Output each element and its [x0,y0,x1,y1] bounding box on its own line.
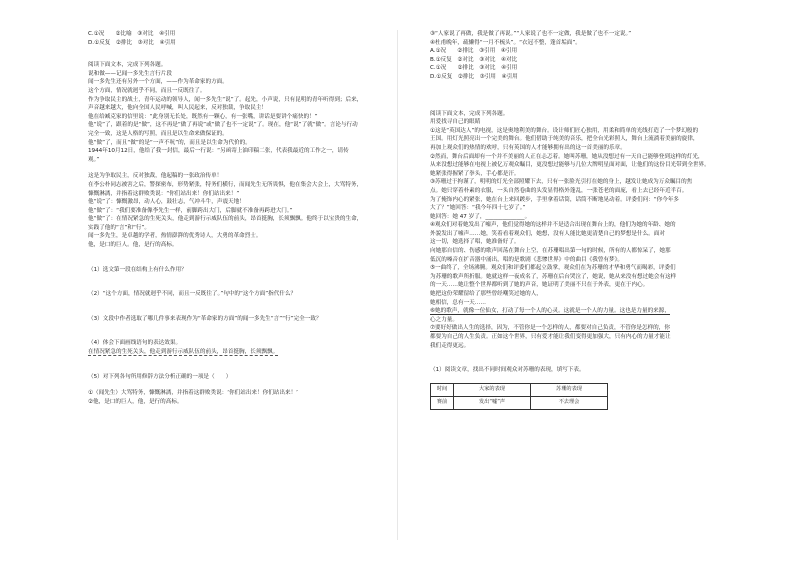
passage-line: ⑤一曲终了，全场沸腾。观众们和评委们都起立鼓掌，观众们在为苏珊的才华和勇气而喝彩，评委们 [430,265,676,272]
option-c[interactable]: C.①况 ②排比 ③对比 ④引用 [430,65,518,72]
right-column [430,30,730,410]
passage-line: 他“做”了：在情况紧急的生死关头，他走到游行示威队伍的前头，昂首挺胸，长须飘飘。他终于以宝贵的生命， [88,216,363,223]
question-1: （1）阅读文章，找出不同时间观众对苏珊的表现，填写下表。 [430,367,585,374]
passage-line: 都要为自己的人生负责。正如这个世界，只有爱才能让我们变得更加强大，只有内心的力量才能让 [430,334,671,340]
option-d[interactable]: D.①反复 ②排比 ③引用 ④引用 [430,73,518,80]
passage-line: 在李公朴同志被害之后，警探密布，形势紧张，特务们横行，而闻先生无所畏惧，他在集会大会上，大骂特务， [88,181,363,188]
passage-line: 他“说”了，跟着的是“做”，这不再是“做了再说”或“做了也不一定说”了。现在，他“说”了就“做”。言论与行动 [88,122,358,129]
passage-line: 这一切，她选择了唱，她准备好了。 [430,239,520,246]
option-d[interactable]: D.①反复 ②排比 ③对比 ④引用 [88,39,176,46]
column-divider [397,30,398,540]
rhetoric-item: ③“人家说了再做，我是做了再说。”“人家说了也不一定做，我是做了也不一定说。” [430,31,632,37]
passage-line [430,307,730,316]
passage-line: 她把这份荣耀留给了那些曾经嘲笑过她的人， [430,291,542,298]
passage-line: ①这是“英国达人”的电视，这是奥地利美的舞台。设计师们匠心独用，用柔和简单的光线打造了一个梦幻般的 [430,127,699,134]
option-a[interactable]: A.①况 ②排比 ③引用 ④引用 [430,48,518,55]
passage-line-blank[interactable]: 她回答：她 47 岁了，______________。 [430,213,531,220]
question-5-item: ②他，是口的巨人，他，是行的高标。 [88,398,183,405]
option-c[interactable]: C.①况 ②比喻 ③对比 ④引用 [88,31,176,37]
table-header-row [431,383,608,396]
passage-line: 心之力量。 [430,316,458,323]
question-5: （5）对下列各句所用修辞方法分析正确的一项是（ ） [88,373,232,380]
passage-line: 的一天……她让整个世界都听到了她的声音，她证明了美丽不只在于外表，更在于内心。 [430,282,649,289]
underlined-sentence: ⑥她的歌声，就像一位仙女，打动了每一个人的心灵。这就是一个人的力量。这也是力量的来源， [430,308,670,315]
reading-instruction: 阅读下面文本，完成下列各题。 [430,110,509,117]
passage-line: ②然而，舞台后面却有一个并不美丽的人正在忐忑着。她叫苏珊，她从没想过有一天自己能够登到这样的灯光， [430,153,704,160]
table-cell: 赛前 [431,396,454,409]
passage-line: 他“说”了：慷慨激昂，动人心，鼓壮志，气冲斗牛，声震天地！ [88,199,245,206]
passage-line: ④观众们对着她发出了嘘声，他们觉得她的这样并不是适合出现在舞台上的，他们为她的年龄、她的 [430,222,676,229]
passage-line: 他在给臧克家的信里说：“此身别无长处，既然有一颗心，有一张嘴，讲话是要讲个痛快的！” [88,113,318,120]
table-header-cell: 时间 [431,383,454,396]
question-3: （3）文段中作者选取了哪几件事来表现作为“革命家的方面”的闻一多先生“言”“行”完全一致？ [88,315,322,322]
passage-line: 观。” [88,156,100,163]
passage-line: 声音越来越大，他向全国人民呼喊，叫人民起来，反对独裁，争取民主！ [88,105,268,112]
table-header-cell: 苏珊的表现 [531,383,608,396]
passage-line: 闻一多先生，是卓越的学者，热情澎湃的优秀诗人，大勇的革命烈士。 [88,233,262,240]
passage-line: 这是为争取民主，反对独裁，他起稿的一张政治传单！ [88,173,223,180]
option-b[interactable]: B.①反复 ②对比 ③对比 ④对比 [430,56,518,63]
passage-line: 低沉的嗓音在扩音器中涌出，唱的是歌剧《悲惨世界》中的曲目《我曾有梦》。 [430,256,623,263]
table-cell[interactable]: 不去理会 [531,396,608,409]
passage-title: 用爱找寻自己的眼睛 [430,119,481,126]
passage-title: 说和做——记闻一多先生言行片段 [88,70,172,77]
rhetoric-item: ④杜甫晚年，疏懒得“一月不梳头”。“衣冠不整，蓬首垢面”。 [430,39,581,46]
reading-instruction: 阅读下面文本，完成下列各题。 [88,62,167,69]
answer-table [430,383,608,410]
passage-line: 为了掩饰内心的紧张，她在台上来回踱步，手里拿着话筒，话筒不断地晃动着。评委们问：“你今年多 [430,196,680,203]
passage-line: 我们走得更远。 [430,342,470,349]
passage-line: 王国。用灯光照亮出一个完美的舞台。他们借助于纯美的音乐，把全台光彩照人，舞台上流淌着美丽的旋律， [430,136,699,143]
table-row [431,396,608,409]
left-column [88,30,388,406]
question-1: （1）选文第一段在结构上有什么作用？ [88,266,187,273]
question-4-sentence [88,348,388,357]
passage-line: 完全一致，这是人格的写照，而且是以生命来做保证的。 [88,130,228,137]
passage-line: 他“做”了，而且“做”的是“一声不吭”的，而且是以生命为代价的。 [88,139,251,146]
passage-line: ③苏珊过于拘谨了，明明的灯光全部照耀下去，只有一张脸光引打在她的身上，越发让她成为万众瞩目的焦 [430,179,693,186]
passage-line: 大了？”她回答：“我今年四十七岁了。” [430,205,526,212]
passage-line: 向她那自信的、伤感的歌声回荡在舞台上空，在苏珊唱出第一句的时候，所有的人都惊呆了，她那 [430,248,671,255]
passage-line: 从来没想过能够在电视上被亿万观众瞩目，更没想过能够与几位大牌明星面对面，让他们的这份目光带到全世界。 [430,162,710,169]
table-header-cell: 大家的表现 [454,383,531,396]
table-cell[interactable]: 发出“嘘”声 [454,396,531,409]
underlined-sentence: ⑦要好好做出人生的选择，因为，不管你是一个怎样的人，都要对自己负责，不管你是怎样的，你 [430,325,670,332]
passage-line: 为苏珊的歌声所折服。她就这样一夜成名了，苏珊在后台哭泣了，她说，她从来没有想过她会有这样 [430,273,677,280]
passage-line: 点。她只穿着朴素的衣服，一头自然卷曲的头发显得格外蓬乱，一张苍老的面庞，看上去已经年近半百。 [430,187,688,194]
passage-line: 闻一多先生还有另外一个方面，——作为革命家的方面。 [88,79,228,86]
passage-line: 再加上观众们的热情的欢呼，只有英国的人才能够拥有出的这一首美丽的乐章。 [430,144,626,151]
question-4: （4）体会下面画线语句的表达效果。 [88,340,182,347]
passage-line: 她紧张得握紧了拳头，手心都是汗。 [430,170,520,177]
passage-line: 这个方面，情况就迥乎不同，而且一反既往了。 [88,87,206,94]
passage-line: 实践了他的“言”和“行”。 [88,224,150,231]
underlined-sentence: 在情况紧急的生死关头，他走到游行示威队伍的前头，昂首挺胸，长须飘飘。 [88,349,279,356]
passage-line: 他“做”了：“我们要准备像李先生一样，前脚跨出大门，后脚就不准备再跨进大门。” [88,207,293,214]
passage-line [430,324,730,333]
passage-line: 1944年10月12日，他给了我一封信，最后一行说：“另函寄上油印稿二张，代表我最近的工作之一，请传 [88,148,349,155]
passage-line: 她相信，总有一天…… [430,299,486,306]
question-5-item: ①（闻先生）大骂特务，慷慨淋漓，并指着这群败类说：‘你们站出来！你们站出来！’ [88,390,298,397]
passage-line: 慷慨淋漓，并指着这群败类说：“你们站出来！你们站出来！” [88,190,240,197]
passage-line: 外貌发出了嘘声……她，笑着看着观众们，她想，没有人能比她更清楚自己的梦想是什么。面对 [430,230,665,237]
question-2: （2）“这个方面，情况就迥乎不同，而且一反既往了。”句中的“这个方面”指代什么？ [88,291,297,298]
passage-closing: 他，是口的巨人。他，是行的高标。 [88,242,178,249]
passage-line: 作为争取民主的战士，青年运动的领导人，闻一多先生“说”了。起先，小声说，只有昆明的青年听得到；后来， [88,96,363,103]
